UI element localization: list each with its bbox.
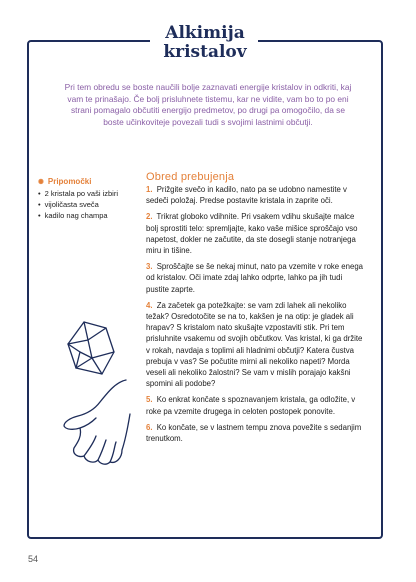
step-item	[146, 394, 364, 416]
step-item	[146, 422, 364, 444]
step-text: Ko enkrat končate s spoznavanjem kristala, ga odložite, v roke pa vzemite drugega in celoten postopek ponovite.	[146, 395, 356, 416]
step-item	[146, 261, 364, 295]
step-text: Za začetek ga potežkajte: se vam zdi lahek ali nekoliko težak? Osredotočite se na to, kakšen je na otip: je gladek ali hrapav? S kristalom nato skušajte vzpostaviti stik. Pri tem prisluhnite vsakemu od svojih občutkov. Vas kristal, ki ga držite v rokah, navdaja s toplimi ali hladnimi občutji? Katera čustva prebuja v vas? Se počutite mirni ali nekoliko napeti? Morda veseli ali nekoliko žalostni? Se vam v mislih porajajo kakšni spomini ali podobe?	[146, 300, 363, 389]
page-title: Alkimija kristalov	[163, 23, 247, 62]
step-number: 1.	[146, 185, 153, 194]
step-text: Trikrat globoko vdihnite. Pri vsakem vdihu skušajte malce bolj sprostiti telo: spremljajte, kako vaše mišice sproščajo vso napetost, dokler ne začutite, da ste dosegli stanje notranjega miru in tišine.	[146, 212, 358, 256]
tools-heading	[38, 177, 91, 186]
ritual-heading: Obred prebujenja	[146, 171, 235, 183]
sun-bullet-icon: ✺	[38, 178, 44, 186]
step-item	[146, 300, 364, 390]
page-number: 54	[28, 554, 39, 564]
step-item	[146, 184, 364, 206]
tools-list	[38, 188, 118, 221]
list-item: • vijoličasta sveča	[38, 199, 118, 210]
step-text: Prižgite svečo in kadilo, nato pa se udobno namestite v sedeči položaj. Predse postavite kristala in zaprite oči.	[146, 185, 347, 206]
step-number: 2.	[146, 212, 153, 222]
step-item	[146, 211, 364, 256]
step-number: 5.	[146, 395, 153, 405]
step-text: Ko končate, se v lastnem tempu znova povežite s sedanjim trenutkom.	[146, 422, 362, 444]
list-item: • kadilo nag champa	[38, 210, 118, 221]
tools-heading-label: Pripomočki	[47, 177, 92, 186]
step-text: Sproščajte se še nekaj minut, nato pa vzemite v roke enega od kristalov. Oči imate zdaj lahko odprte, lahko pa jih tudi pustite zaprte.	[146, 262, 363, 294]
list-item: • 2 kristala po vaši izbiri	[38, 188, 118, 199]
step-number: 4.	[146, 300, 153, 310]
step-number: 6.	[146, 422, 153, 432]
ritual-steps	[146, 184, 364, 449]
intro-paragraph: Pri tem obredu se boste naučili bolje zaznavati energije kristalov in odkriti, kaj vam te prinašajo. Če bolj prisluhnete tistemu, kar ne vidite, vam bo to po eni strani pomagalo občutiti energijo predmetov, po drugi pa omogočilo, da se boste učinkoviteje povezali tudi s svojimi lastnimi občutji.	[64, 82, 352, 127]
step-number: 3.	[146, 262, 153, 272]
hand-holding-crystal-icon	[56, 318, 146, 468]
